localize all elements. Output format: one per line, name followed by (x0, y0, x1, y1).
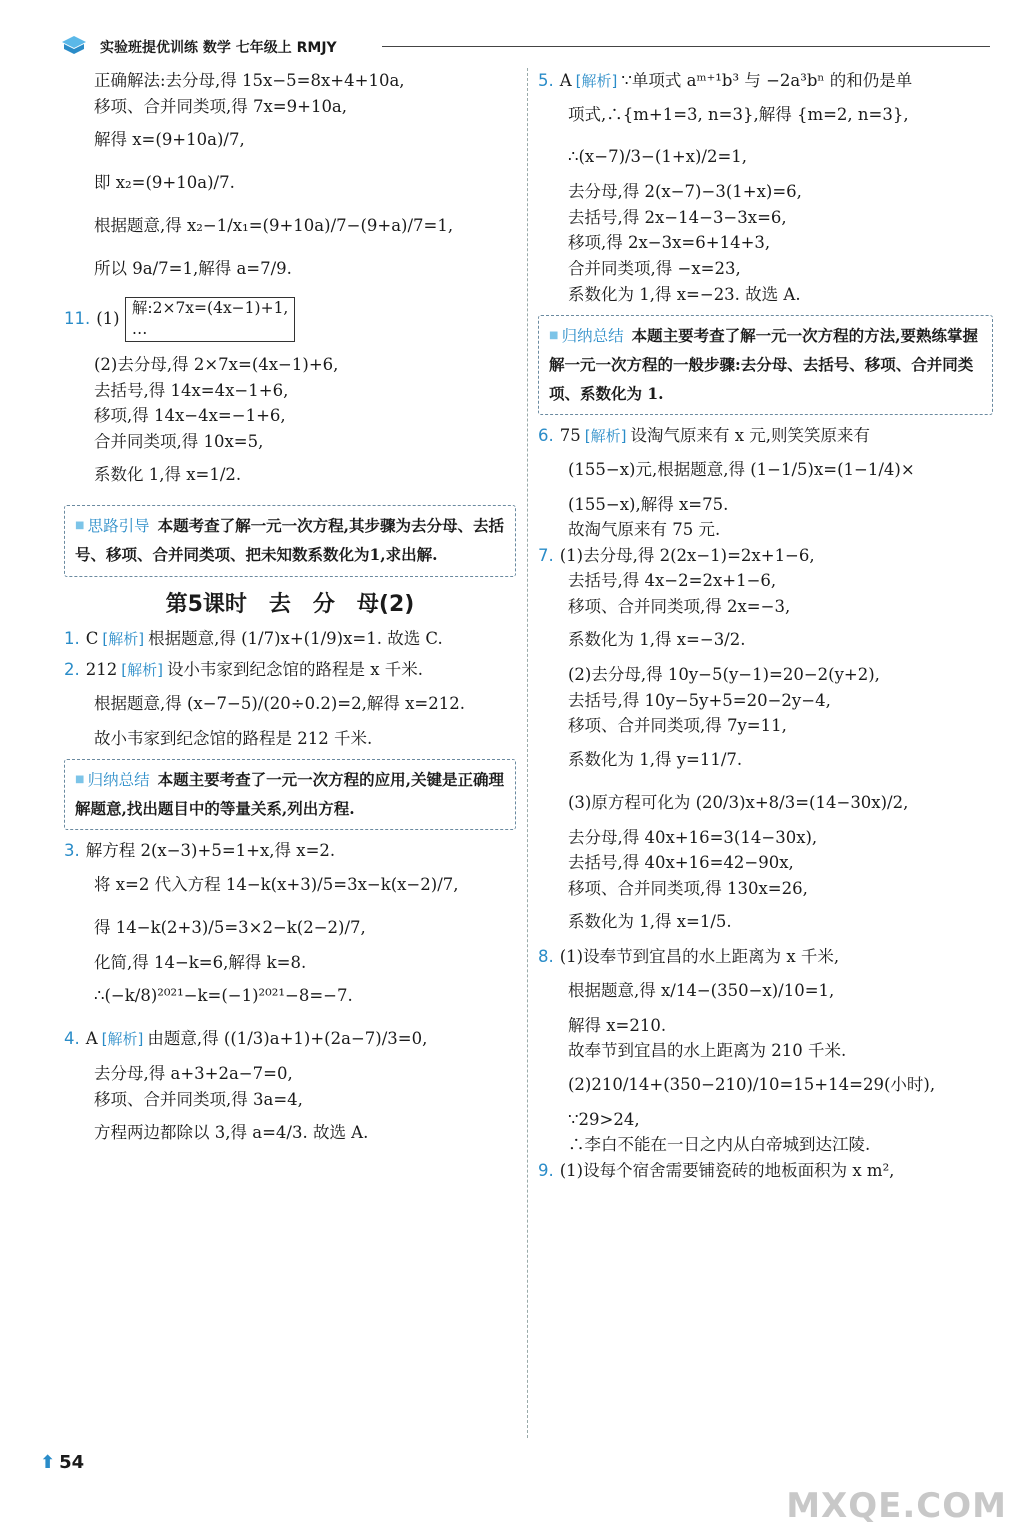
s5-line6: 移项,得 2x−3x=6+14+3, (568, 233, 771, 253)
s7-line-9: 去分母,得 40x+16=3(14−30x), (568, 827, 818, 847)
s5-text: ∵单项式 aᵐ⁺¹b³ 与 −2a³bⁿ 的和仍是单 (621, 71, 913, 90)
s1-num: 1. (64, 628, 80, 648)
s6-line3: (155−x),解得 x=75. (568, 494, 729, 514)
s2-line3: 故小韦家到纪念馆的路程是 212 千米. (94, 728, 373, 748)
s8-line-5: ∵29>24, (568, 1109, 640, 1129)
s7 (538, 543, 993, 945)
header-title: 实验班提优训练 数学 七年级上 RMJY (100, 40, 337, 56)
s7-line-10: 去括号,得 40x+16=42−90x, (568, 853, 794, 873)
s2 (64, 657, 516, 683)
s5-line2: 项式,∴{m+1=3, n=3},解得 {m=2, n=3}, (568, 104, 909, 124)
s3-line3: 得 14−k(2+3)/5=3×2−k(2−2)/7, (94, 917, 366, 937)
s5-ans: A (559, 71, 572, 90)
left-line-5: 所以 9a/7=1,解得 a=7/9. (94, 258, 292, 278)
s3-line2: 将 x=2 代入方程 14−k(x+3)/5=3x−k(x−2)/7, (94, 875, 459, 895)
q11-part2-line-0: (2)去分母,得 2×7x=(4x−1)+6, (94, 355, 339, 375)
s1-tag: [解析] (102, 629, 145, 648)
s6-num: 6. (538, 426, 554, 446)
left-line-0: 正确解法:去分母,得 15x−5=8x+4+10a, (94, 71, 405, 90)
s1 (64, 626, 516, 652)
section-title: 第5课时 去 分 母(2) (165, 591, 415, 617)
left-line-4: 根据题意,得 x₂−1/x₁=(9+10a)/7−(9+a)/7=1, (94, 215, 454, 235)
s5 (538, 68, 993, 94)
s5-line7: 合并同类项,得 −x=23, (568, 259, 741, 279)
s8-line-0-text: (1)设奉节到宜昌的水上距离为 x 千米, (559, 947, 840, 967)
s7-line-7: 系数化为 1,得 y=11/7. (568, 750, 743, 770)
column-divider (527, 68, 528, 1438)
q11-number: 11. (64, 308, 91, 328)
s7-line-12: 系数化为 1,得 x=1/5. (568, 912, 732, 932)
s4-num: 4. (64, 1029, 80, 1049)
s2-tag: [解析] (121, 661, 163, 680)
q11-box-line2: … (131, 320, 148, 339)
s8-line-2: 解得 x=210. (568, 1015, 667, 1035)
s6-line2: (155−x)元,根据题意,得 (1−1/5)x=(1−1/4)× (568, 459, 915, 479)
s9-num: 9. (538, 1160, 554, 1180)
s8-num: 8. (538, 947, 554, 967)
s8-line-4: (2)210/14+(350−210)/10=15+14=29(小时), (568, 1074, 936, 1094)
s5-num: 5. (538, 71, 554, 90)
summary-label-1: ■ 归纳总结 (75, 771, 150, 789)
header-rule (382, 46, 990, 47)
hint-label: ■ 思路引导 (75, 517, 150, 535)
watermark-logo: MXQE.COM (786, 1486, 1007, 1526)
s3-num: 3. (64, 841, 80, 861)
summary-label-2: ■ 归纳总结 (549, 327, 624, 345)
page-number (40, 1452, 84, 1473)
q11-part1 (64, 297, 516, 342)
left-line-1: 移项、合并同类项,得 7x=9+10a, (94, 96, 348, 116)
s6-text: 设淘气原来有 x 元,则笑笑原来有 (630, 426, 871, 446)
s2-text: 设小韦家到纪念馆的路程是 x 千米. (166, 660, 424, 680)
s7-line-11: 移项、合并同类项,得 130x=26, (568, 878, 808, 898)
s2-ans: 212 (85, 660, 118, 680)
page-number-text: 54 (59, 1452, 85, 1473)
s8-line-6: ∴李白不能在一日之内从白帝城到达江陵. (568, 1135, 871, 1155)
s1-ans: C (85, 628, 99, 648)
page-header (60, 34, 990, 60)
s2-num: 2. (64, 660, 80, 680)
left-solution-lines (64, 68, 516, 291)
hint-text: 本题考查了解一元一次方程,其步骤为去分母、去括号、移项、合并同类项、把未知数系数化为1,求出解. (75, 516, 505, 564)
s7-line-0-text: (1)去分母,得 2(2x−1)=2x+1−6, (559, 545, 815, 565)
s7-line-5: 去括号,得 10y−5y+5=20−2y−4, (568, 690, 831, 710)
s8 (538, 944, 993, 1158)
q11-part2-line-3: 合并同类项,得 10x=5, (94, 431, 264, 451)
s3-line4: 化简,得 14−k=6,解得 k=8. (94, 952, 307, 972)
summary-note-1 (64, 759, 516, 830)
s6-line4: 故淘气原来有 75 元. (568, 520, 721, 540)
q11-part2-line-2: 移项,得 14x−4x=−1+6, (94, 406, 286, 426)
s6-ans: 75 (559, 426, 581, 446)
s7-line-3: 系数化为 1,得 x=−3/2. (568, 630, 746, 650)
right-column (538, 68, 993, 1184)
s7-line-0 (538, 543, 993, 569)
s4-text: 由题意,得 ((1/3)a+1)+(2a−7)/3=0, (147, 1029, 428, 1049)
s9-text: (1)设每个宿舍需要铺瓷砖的地板面积为 x m², (559, 1160, 895, 1180)
s7-line-8: (3)原方程可化为 (20/3)x+8/3=(14−30x)/2, (568, 792, 909, 812)
s4-line3: 移项、合并同类项,得 3a=4, (94, 1089, 303, 1109)
s8-line-0 (538, 944, 993, 970)
s3-line1: 解方程 2(x−3)+5=1+x,得 x=2. (85, 841, 336, 861)
s5-line3: ∴(x−7)/3−(1+x)/2=1, (568, 147, 748, 167)
s4 (64, 1018, 516, 1061)
q11-part2-lines (64, 352, 516, 497)
s4-tag: [解析] (101, 1030, 144, 1049)
book-logo-icon (60, 34, 88, 58)
hint-note (64, 505, 516, 576)
s3-line5: ∴(−k/8)²⁰²¹−k=(−1)²⁰²¹−8=−7. (94, 986, 353, 1006)
up-arrow-icon: ⬆ (40, 1452, 56, 1473)
left-line-3: 即 x₂=(9+10a)/7. (94, 173, 235, 193)
q11-part2-line-1: 去括号,得 14x=4x−1+6, (94, 380, 289, 400)
left-line-2: 解得 x=(9+10a)/7, (94, 130, 245, 150)
left-column (64, 68, 516, 1155)
summary-text-2: 本题主要考查了解一元一次方程的方法,要熟练掌握解一元一次方程的一般步骤:去分母、去括号、移项、合并同类项、系数化为 1. (549, 326, 979, 403)
summary-text-1: 本题主要考查了一元一次方程的应用,关键是正确理解题意,找出题目中的等量关系,列出方程. (75, 770, 505, 818)
q11-p1: (1) (96, 308, 120, 328)
s4-ans: A (85, 1029, 98, 1049)
s7-line-6: 移项、合并同类项,得 7y=11, (568, 716, 787, 736)
s6-tag: [解析] (584, 427, 627, 446)
s7-line-4: (2)去分母,得 10y−5(y−1)=20−2(y+2), (568, 665, 880, 685)
s6 (538, 423, 993, 449)
s5-line8: 系数化为 1,得 x=−23. 故选 A. (568, 284, 801, 304)
s1-text: 根据题意,得 (1/7)x+(1/9)x=1. 故选 C. (148, 628, 443, 648)
s3 (64, 838, 516, 864)
s8-line-1: 根据题意,得 x/14−(350−x)/10=1, (568, 980, 835, 1000)
q11-answer-box (125, 297, 295, 342)
summary-note-2 (538, 315, 993, 415)
s4-line4: 方程两边都除以 3,得 a=4/3. 故选 A. (94, 1123, 369, 1143)
s7-num: 7. (538, 545, 554, 565)
s5-tag: [解析] (575, 72, 618, 90)
s9 (538, 1158, 993, 1184)
s7-line-2: 移项、合并同类项,得 2x=−3, (568, 596, 791, 616)
s8-line-3: 故奉节到宜昌的水上距离为 210 千米. (568, 1041, 847, 1061)
s5-line5: 去括号,得 2x−14−3−3x=6, (568, 207, 787, 227)
s2-line2: 根据题意,得 (x−7−5)/(20÷0.2)=2,解得 x=212. (94, 693, 465, 713)
s7-line-1: 去括号,得 4x−2=2x+1−6, (568, 571, 777, 591)
s5-line4: 去分母,得 2(x−7)−3(1+x)=6, (568, 182, 802, 202)
q11-box-line1: 解:2×7x=(4x−1)+1, (131, 298, 289, 317)
s4-line2: 去分母,得 a+3+2a−7=0, (94, 1064, 293, 1084)
q11-part2-line-4: 系数化 1,得 x=1/2. (94, 465, 242, 485)
